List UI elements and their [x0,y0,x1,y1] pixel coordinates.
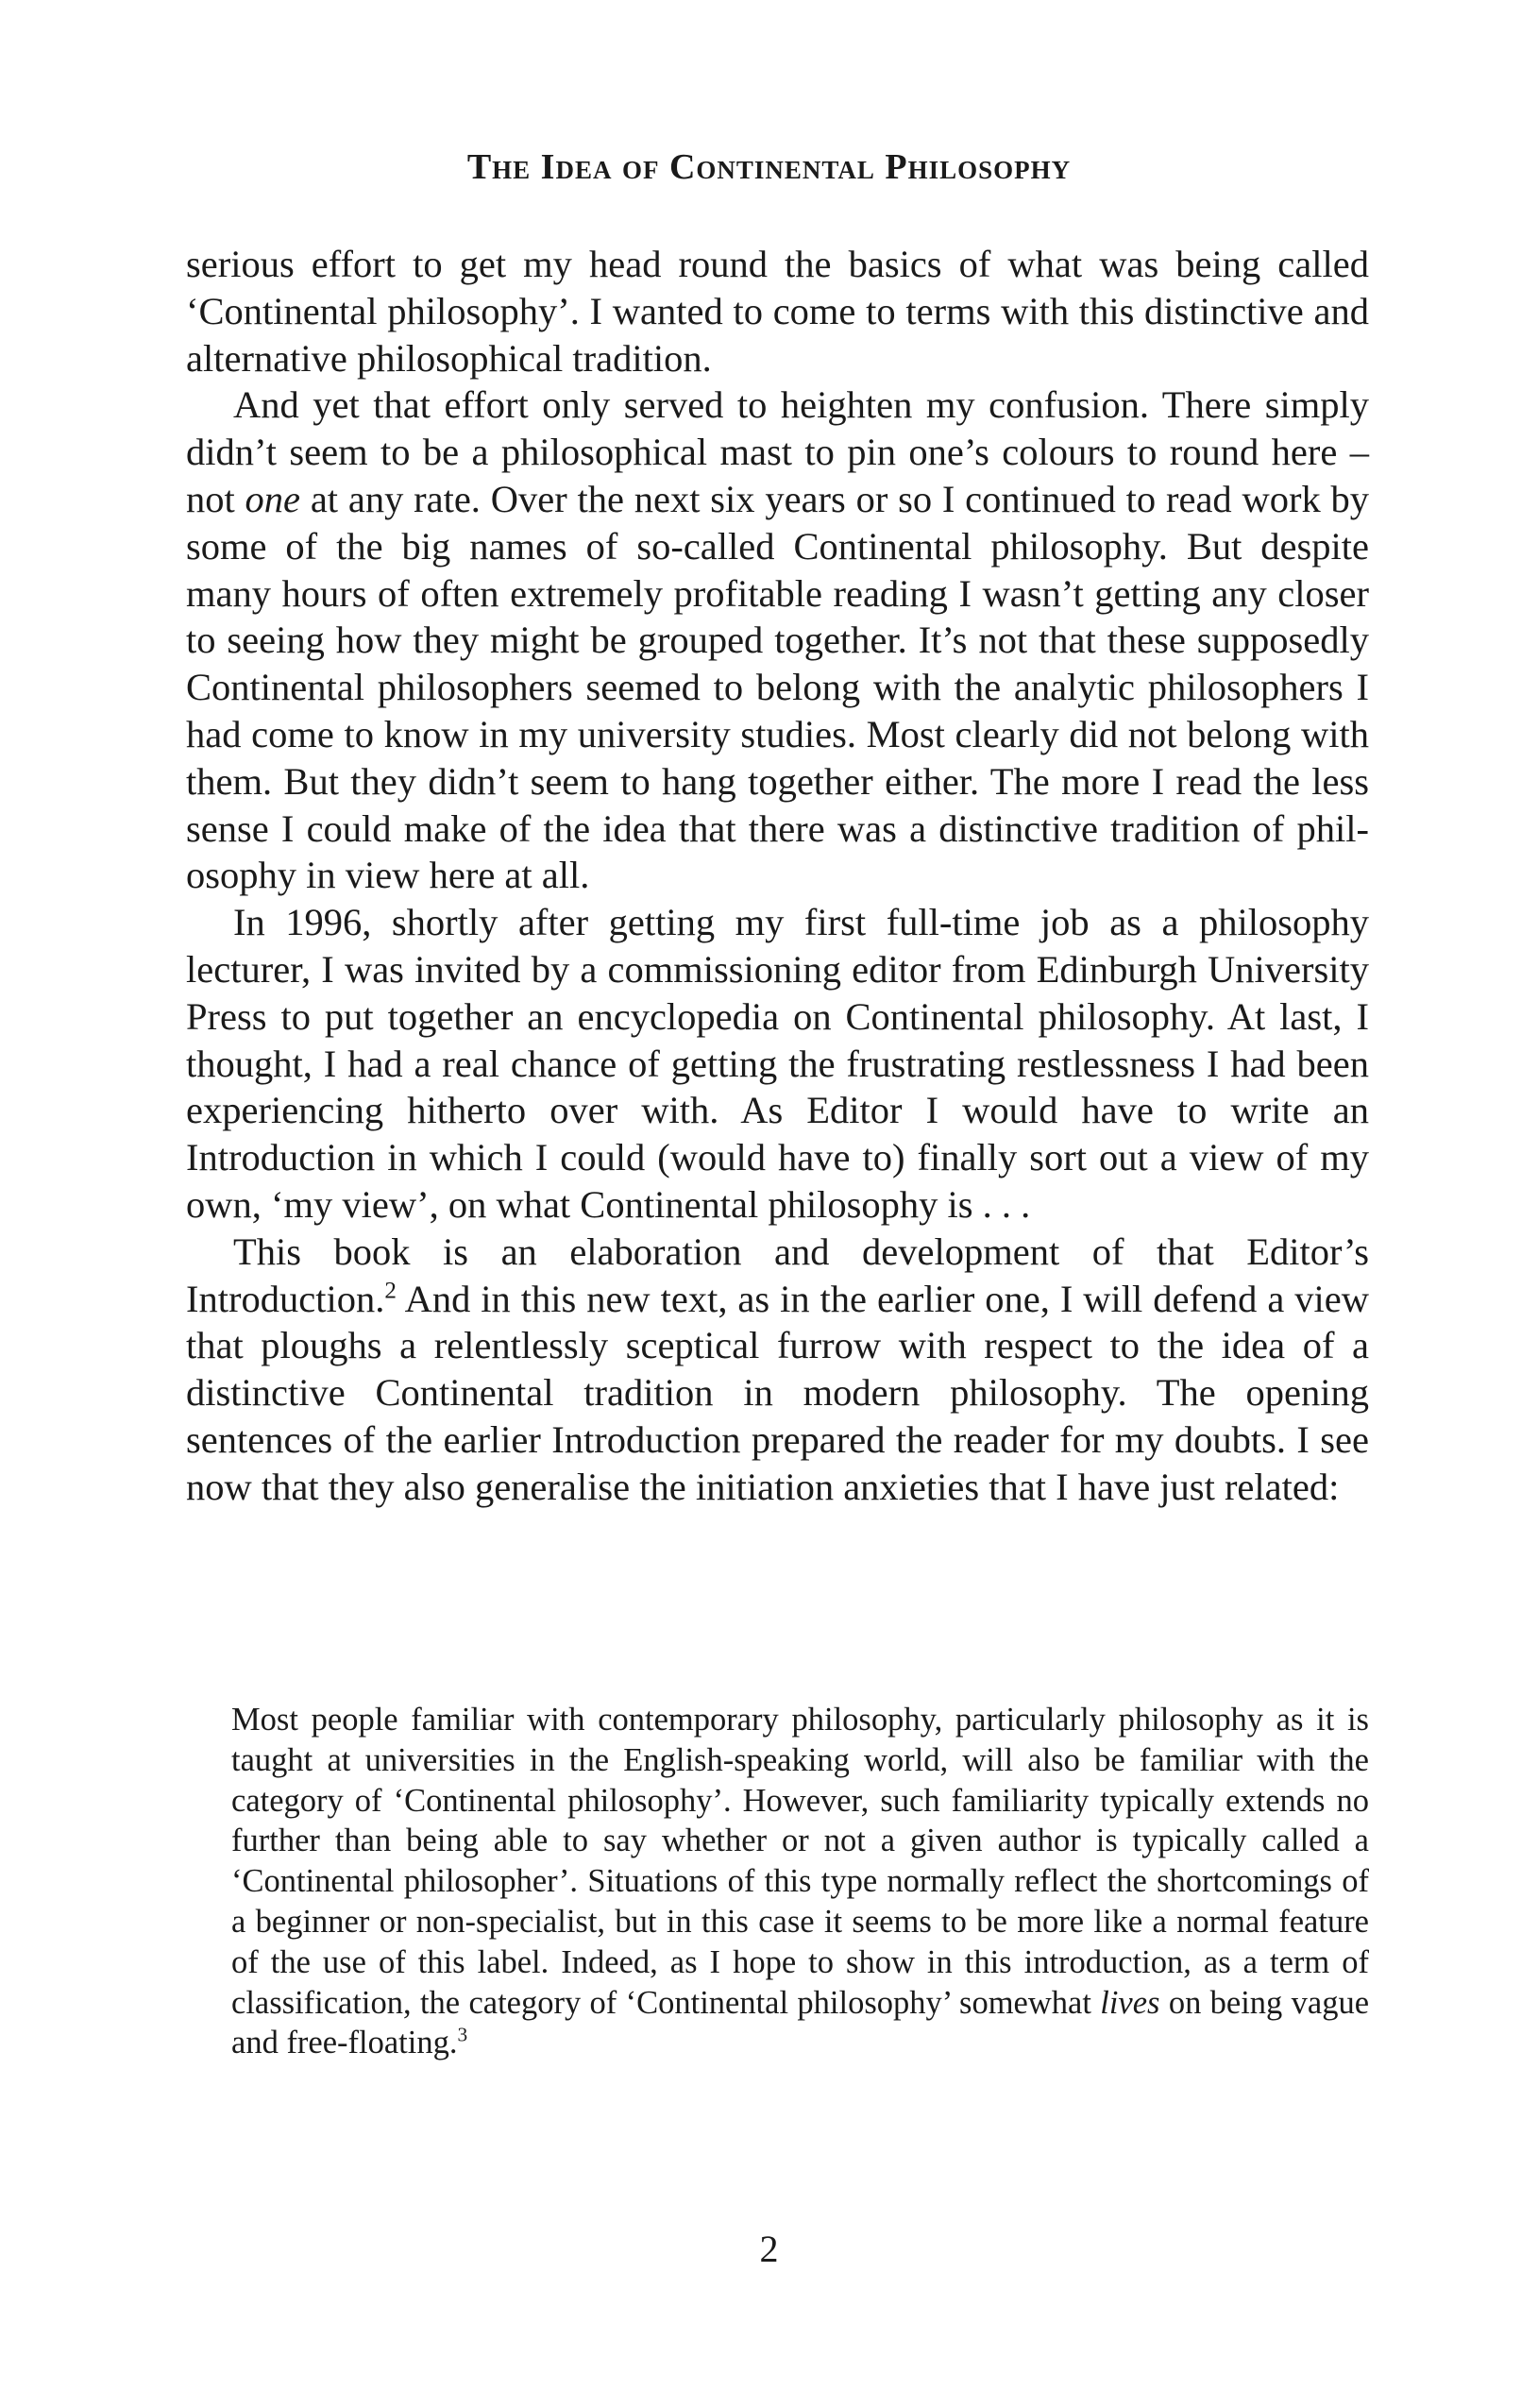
paragraph-3-text: In 1996, shortly after getting my first full-time job as a philosophy lecturer, I was invited by a commissioning editor from Edinburgh University Press to put together an encyclopedia on Continental philosophy. At last, I thought, I had a real chance of getting the frustrating restlessness I had been experiencing hitherto over with. As Editor I would have to write an Introduction in which I could (would have to) finally sort out a view of my own, ‘my view’, on what Continental philosophy is . . . [186,901,1369,1226]
paragraph-4-text-start: This book is an elaboration and development of that Editor’s Introduction. [186,1229,1369,1320]
block-quote [231,1700,1369,2063]
block-quote-text [231,1700,1369,2063]
paragraph-2 [186,382,1369,899]
paragraph-1-text: serious effort to get my head round the basics of what was being called ‘Continental philosophy’. I wanted to come to terms with this distinctive and alternative philosophical tradition. [186,243,1369,380]
footnote-ref-2: 2 [384,1278,397,1304]
paragraph-2-text-start: And yet that effort only served to heighten my confusion. There simply didn’t seem to be a philosophical mast to pin one’s colours to round here – not [186,383,1369,520]
block-quote-emphasis: lives [1100,1984,1160,2021]
paragraph-2-text-end: at any rate. Over the next six years or so I continued to read work by some of the big names of so-called Continental philosophy. But despite many hours of often extremely profitable reading I wasn’t getting any closer to seeing how they might be grouped together. It’s not that these supposedly Continental philosophers seemed to belong with the analytic philosophers I had come to know in my university studies. Most clearly did not belong with them. But they didn’t seem to hang together either. The more I read the less sense I could make of the idea that there was a distinctive tradition of philosophy in view here at all. [186,477,1369,897]
paragraph-1 [186,241,1369,382]
page-number: 2 [759,2228,779,2270]
paragraph-4 [186,1229,1369,1511]
block-quote-text-end: on being vague and free-floating. [231,1984,1370,2061]
paragraph-3 [186,899,1369,1229]
footnote-ref-3: 3 [457,2023,468,2046]
block-quote-text-start: Most people familiar with contemporary philosophy, particularly philosophy as it is taught at universities in the English-speaking world, will also be familiar with the category of ‘Continental philosophy’. However, such familiarity typically extends no further than being able to say whether or not a given author is typically called a ‘Continental philosopher’. Situations of this type normally reflect the shortcomings of a beginner or non-specialist, but in this case it seems to be more like a normal feature of the use of this label. Indeed, as I hope to show in this introduction, as a term of classification, the category of ‘Continental philosophy’ somewhat [231,1702,1369,2021]
paragraph-2-emphasis: one [245,477,301,520]
body-text [186,241,1369,1511]
paragraph-4-text-end: And in this new text, as in the earlier one, I will defend a view that ploughs a relentlessly sceptical furrow with respect to the idea of a distinctive Continental tradition in modern philosophy. The opening sentences of the earlier Introduction prepared the reader for my doubts. I see now that they also generalise the initiation anxieties that I have just related: [186,1277,1369,1508]
running-head: The Idea of Continental Philosophy [466,147,1072,187]
